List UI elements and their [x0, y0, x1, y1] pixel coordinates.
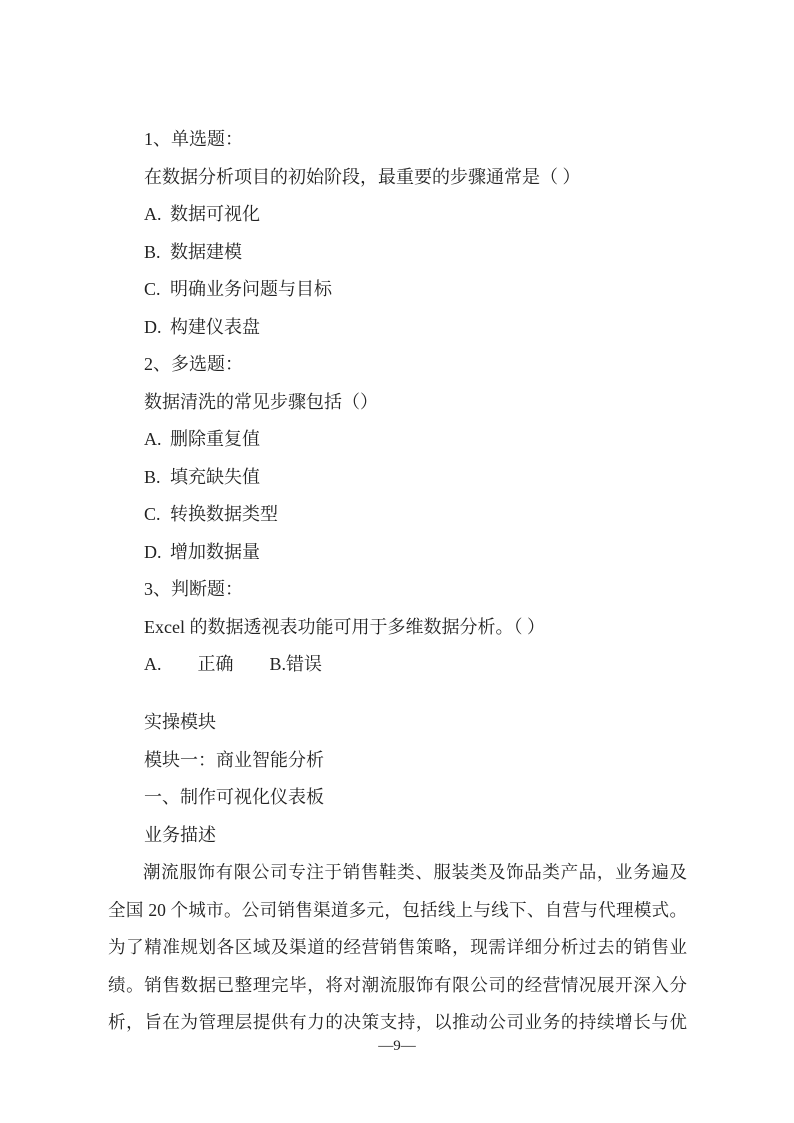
option-label: A.	[144, 429, 162, 449]
option-item	[108, 459, 687, 497]
option-item	[108, 271, 687, 309]
section-heading: 一、制作可视化仪表板	[144, 787, 324, 807]
option-item	[108, 534, 687, 572]
option-label: C.	[144, 279, 161, 299]
question-text: 在数据分析项目的初始阶段，最重要的步骤通常是（ ）	[144, 166, 581, 187]
paragraph-line: 为了精准规划各区域及渠道的经营销售策略，现需详细分析过去的销售业	[108, 937, 687, 957]
quiz-block	[108, 121, 687, 684]
option-label: D.	[144, 541, 162, 562]
option-text: 数据建模	[170, 241, 242, 262]
option-text: 增加数据量	[170, 541, 260, 562]
section-heading: 模块一：商业智能分析	[144, 749, 324, 770]
page-number: —9—	[378, 1038, 416, 1054]
paragraph-line: 析，旨在为管理层提供有力的决策支持，以推动公司业务的持续增长与优	[108, 1012, 687, 1032]
option-text: 构建仪表盘	[170, 316, 260, 337]
section-heading: 实操模块	[144, 712, 216, 732]
option-label: D.	[144, 316, 162, 337]
option-text: 明确业务问题与目标	[170, 279, 332, 299]
option-item	[108, 496, 687, 534]
option-text: 数据可视化	[170, 204, 260, 224]
option-label: A.	[144, 204, 162, 224]
paragraph-line: 绩。销售数据已整理完毕，将对潮流服饰有限公司的经营情况展开深入分	[108, 974, 687, 995]
option-item	[108, 309, 687, 347]
option-item	[108, 196, 687, 234]
option-text: 删除重复值	[170, 429, 260, 449]
question-number-heading: 3、判断题：	[144, 579, 243, 599]
question-text: 数据清洗的常见步骤包括（）	[144, 391, 378, 412]
option-label: B.	[144, 241, 161, 262]
option-text: 转换数据类型	[170, 504, 278, 524]
question-number-heading: 1、单选题：	[144, 129, 243, 149]
option-label: B.	[144, 466, 161, 487]
practical-module-block	[108, 704, 687, 1042]
question-text: Excel 的数据透视表功能可用于多维数据分析。（ ）	[144, 616, 545, 637]
paragraph-line: 潮流服饰有限公司专注于销售鞋类、服装类及饰品类产品，业务遍及	[143, 862, 687, 882]
question-number-heading: 2、多选题：	[144, 354, 243, 374]
option-label: C.	[144, 504, 161, 524]
paragraph-line: 全国 20 个城市。公司销售渠道多元，包括线上与线下、自营与代理模式。	[108, 899, 687, 920]
option-text: 填充缺失值	[170, 466, 260, 487]
section-heading: 业务描述	[144, 824, 216, 845]
option-item	[108, 234, 687, 272]
option-item	[108, 421, 687, 459]
answer-options-inline: A. 正确 B.错误	[144, 654, 323, 674]
